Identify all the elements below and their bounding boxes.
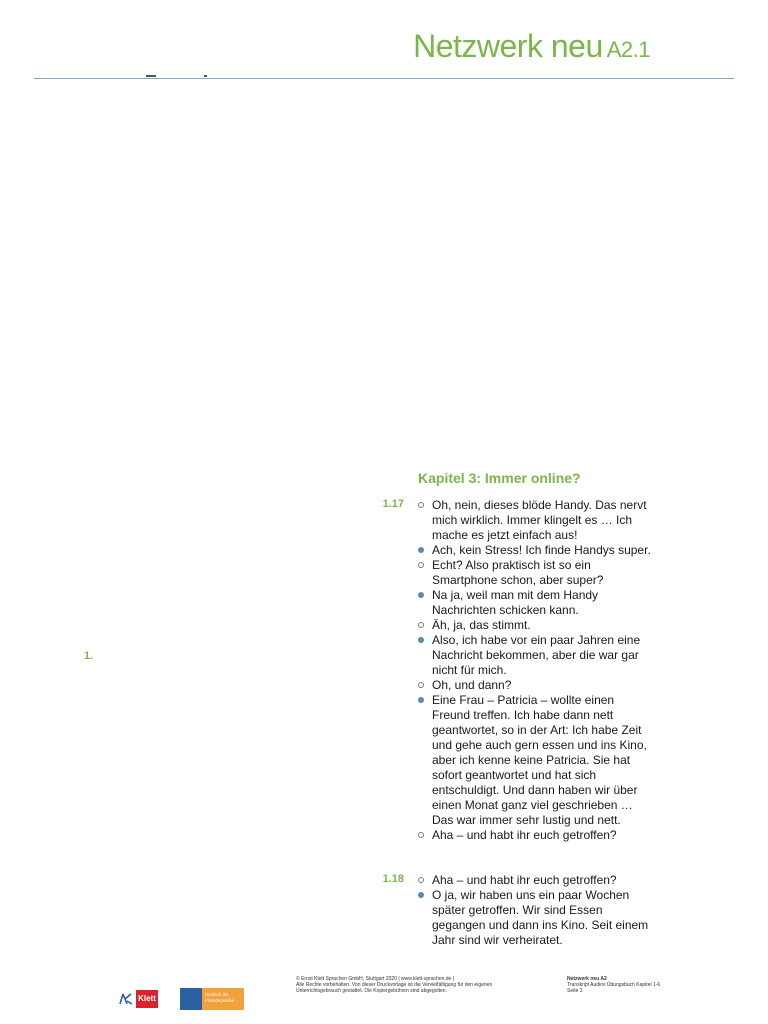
- speaker-a-icon: [418, 622, 424, 628]
- dialogue-track-1-17: [418, 498, 653, 843]
- dialogue-line: Echt? Also praktisch ist so ein Smartphone schon, aber super?: [418, 558, 653, 588]
- footer-rights: Alle Rechte vorbehalten. Von dieser Druckvorlage ist die Vervielfältigung für den eigenen Unterrichtsgebrauch gestattet. Die Kopiergebühren sind abgegolten.: [296, 982, 493, 994]
- dialogue-line: Oh, nein, dieses blöde Handy. Das nervt mich wirklich. Immer klingelt es … Ich mache es jetzt einfach aus!: [418, 498, 653, 543]
- cut-off-text-fragment: [146, 75, 206, 78]
- dialogue-track-1-18: [418, 873, 653, 948]
- footer-description: Transkript Audios Übungsbuch Kapitel 1-6: [567, 982, 661, 988]
- speaker-b-icon: [418, 547, 424, 553]
- klett-symbol-icon: [118, 991, 134, 1007]
- header-divider: [34, 78, 734, 79]
- footer-page-number: Seite 3: [567, 988, 583, 994]
- dialogue-line: Also, ich habe vor ein paar Jahren eine Nachricht bekommen, aber die war gar nicht für mich.: [418, 633, 653, 678]
- speaker-a-icon: [418, 682, 424, 688]
- document-header-title: [413, 30, 650, 62]
- footer-copyright: © Ernst Klett Sprachen GmbH, Stuttgart 2020 | www.klett-sprachen.de |: [296, 976, 455, 982]
- dialogue-line: Ach, kein Stress! Ich finde Handys super.: [418, 543, 653, 558]
- dialogue-line: O ja, wir haben uns ein paar Wochen später getroffen. Wir sind Essen gegangen und dann ins Kino. Seit einem Jahr sind wir verheiratet.: [418, 888, 653, 948]
- dialogue-line: Aha – und habt ihr euch getroffen?: [418, 828, 653, 843]
- dialogue-line: Eine Frau – Patricia – wollte einen Freund treffen. Ich habe dann nett geantwortet, so in der Art: Ich habe Zeit und gehe auch gern essen und ins Kino, aber ich kenne keine Patricia. Sie hat sofort geantwortet und hat sich entschuldigt. Und dann haben wir über einen Monat ganz viel geschrieben … Das war immer sehr lustig und nett.: [418, 693, 653, 828]
- track-number: 1.17: [382, 498, 404, 510]
- chapter-heading: Kapitel 3: Immer online?: [418, 470, 581, 486]
- dialogue-line: Äh, ja, das stimmt.: [418, 618, 653, 633]
- speaker-b-icon: [418, 892, 424, 898]
- dialogue-line: Na ja, weil man mit dem Handy Nachrichten schicken kann.: [418, 588, 653, 618]
- daf-logo: [180, 988, 244, 1010]
- speaker-b-icon: [418, 697, 424, 703]
- dialogue-line: Aha – und habt ihr euch getroffen?: [418, 873, 653, 888]
- track-number: 1.18: [382, 873, 404, 885]
- klett-logo: [118, 988, 160, 1010]
- speaker-b-icon: [418, 637, 424, 643]
- footer-book-title: Netzwerk neu A2: [567, 976, 607, 982]
- exercise-number: 1.: [84, 650, 94, 662]
- speaker-b-icon: [418, 592, 424, 598]
- daf-logo-label: Deutsch als Fremdsprache: [202, 988, 244, 1010]
- book-title: Netzwerk neu: [413, 28, 603, 64]
- dialogue-line: Oh, und dann?: [418, 678, 653, 693]
- footer-book-info: [567, 976, 687, 994]
- speaker-a-icon: [418, 562, 424, 568]
- speaker-a-icon: [418, 502, 424, 508]
- klett-wordmark: Klett: [136, 990, 158, 1008]
- daf-logo-block: [180, 988, 202, 1010]
- book-level: A2.1: [606, 37, 650, 62]
- speaker-a-icon: [418, 877, 424, 883]
- footer-copyright-block: [296, 976, 536, 994]
- speaker-a-icon: [418, 832, 424, 838]
